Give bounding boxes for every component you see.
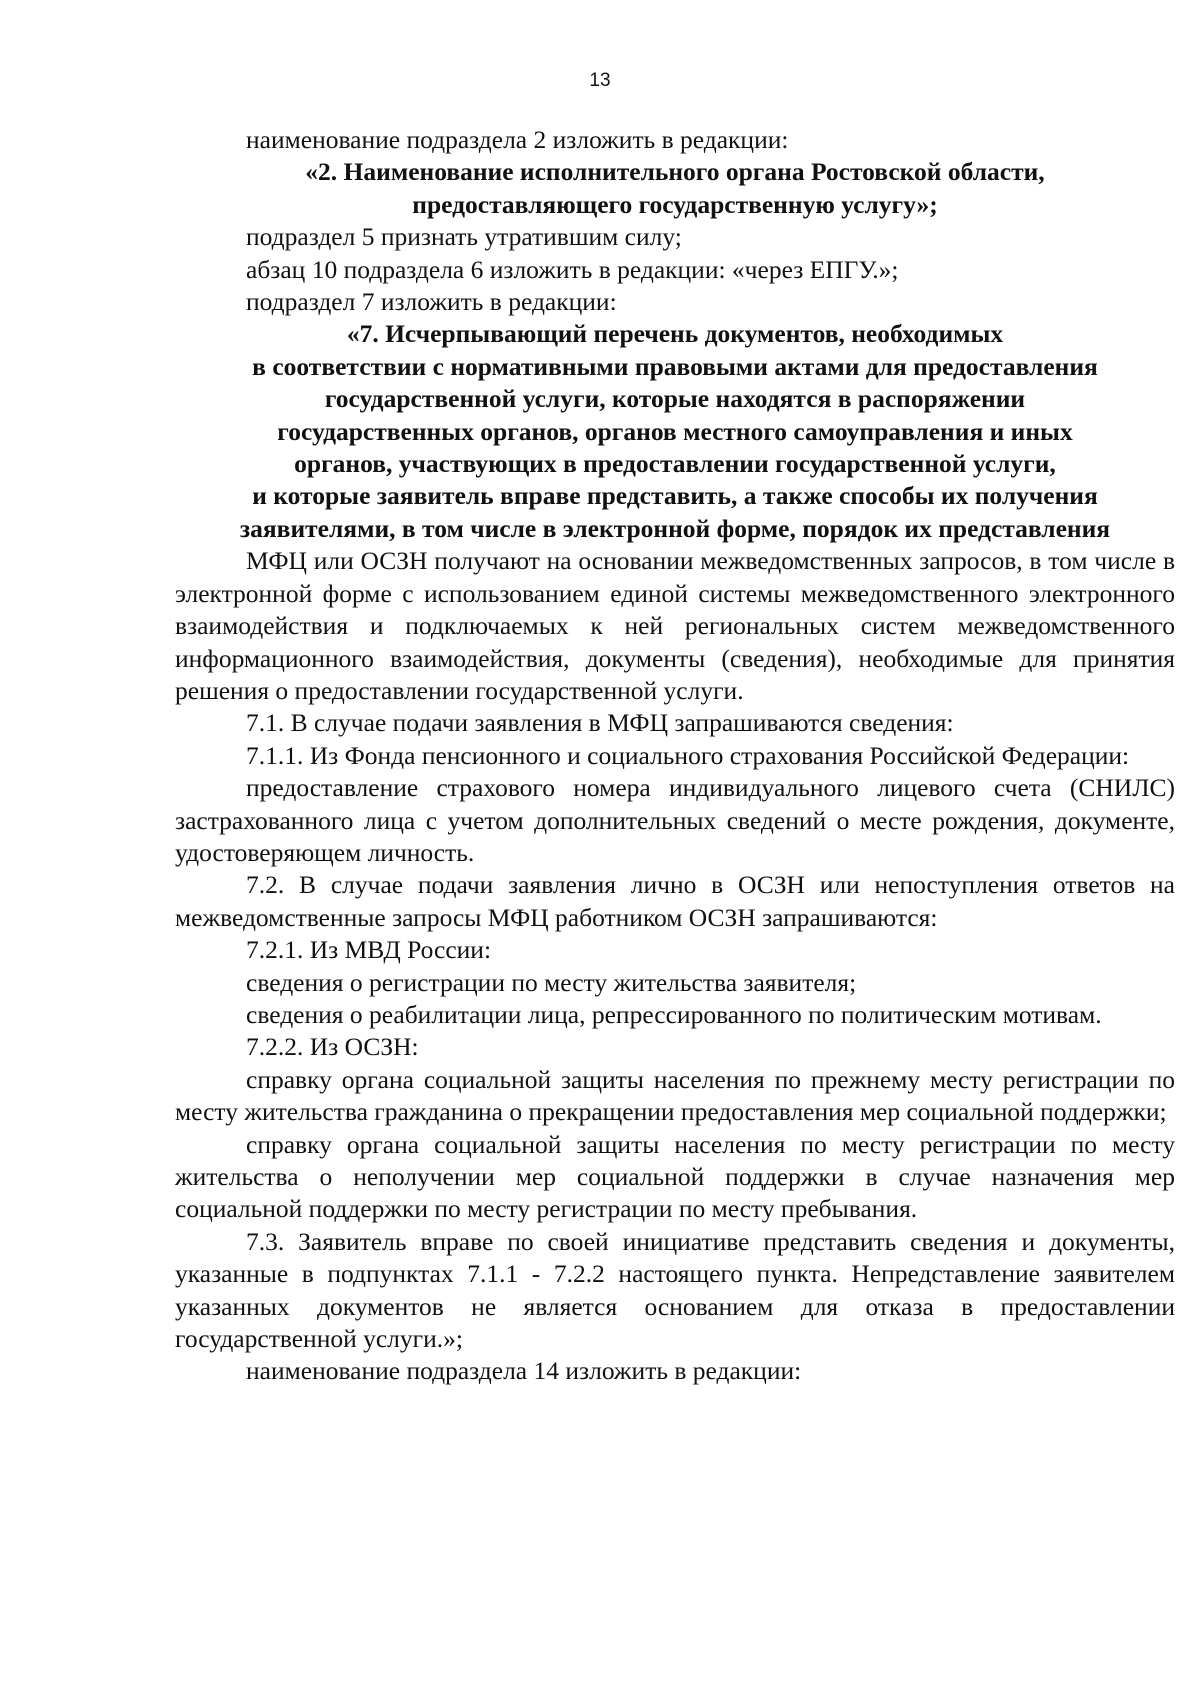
paragraph: МФЦ или ОСЗН получают на основании межведомственных запросов, в том числе в электронной форме с использованием единой системы межведомственного электронного взаимодействия и подключаемых к ней региональных систем межведомственного информационного взаимодействия, документы (сведения), необходимые для принятия решения о предоставлении государственной услуги.	[175, 546, 1175, 705]
paragraph: наименование подраздела 2 изложить в редакции:	[246, 125, 789, 154]
heading-line: государственных органов, органов местного самоуправления и иных	[277, 416, 1073, 446]
heading-line: в соответствии с нормативными правовыми актами для предоставления	[252, 351, 1098, 381]
paragraph: сведения о реабилитации лица, репрессированного по политическим мотивам.	[246, 999, 1102, 1029]
paragraph: подраздел 7 изложить в редакции:	[246, 287, 617, 317]
paragraph: 7.1.1. Из Фонда пенсионного и социального страхования Российской Федерации:	[246, 740, 1130, 770]
paragraph: 7.2.1. Из МВД России:	[246, 935, 492, 965]
paragraph: абзац 10 подраздела 6 изложить в редакции: «через ЕПГУ.»;	[246, 254, 899, 284]
paragraph: предоставление страхового номера индивидуального лицевого счета (СНИЛС) застрахованного лица с учетом дополнительных сведений о месте рождения, документе, удостоверяющем личность.	[175, 773, 1175, 867]
paragraph: подраздел 5 признать утратившим силу;	[246, 222, 682, 252]
paragraph: 7.2.2. Из ОСЗН:	[246, 1032, 419, 1062]
heading-line: заявителями, в том числе в электронной форме, порядок их представления	[239, 513, 1111, 543]
document-body	[175, 124, 1175, 1388]
paragraph: наименование подраздела 14 изложить в редакции:	[246, 1356, 802, 1386]
paragraph: 7.3. Заявитель вправе по своей инициативе представить сведения и документы, указанные в подпунктах 7.1.1 - 7.2.2 настоящего пункта. Непредставление заявителем указанных документов не является основанием для отказа в предоставлении государственной услуги.»;	[175, 1226, 1175, 1354]
paragraph: 7.2. В случае подачи заявления лично в ОСЗН или непоступления ответов на межведомственные запросы МФЦ работником ОСЗН запрашиваются:	[175, 870, 1175, 932]
heading-line: «2. Наименование исполнительного органа Ростовской области,	[305, 157, 1045, 187]
paragraph: 7.1. В случае подачи заявления в МФЦ запрашиваются сведения:	[246, 708, 954, 738]
heading-line: «7. Исчерпывающий перечень документов, необходимых	[346, 319, 1004, 349]
section-heading	[175, 318, 1175, 545]
paragraph: справку органа социальной защиты населения по прежнему месту регистрации по месту жительства гражданина о прекращении предоставления мер социальной поддержки;	[175, 1064, 1175, 1127]
section-heading	[175, 156, 1175, 221]
heading-line: государственной услуги, которые находятся в распоряжении	[324, 384, 1026, 414]
heading-line: и которые заявитель вправе представить, а также способы их получения	[252, 481, 1098, 511]
heading-line: органов, участвующих в предоставлении государственной услуги,	[294, 449, 1056, 479]
paragraph: справку органа социальной защиты населения по месту регистрации по месту жительства о неполучении мер социальной поддержки в случае назначения мер социальной поддержки по месту регистрации по месту пребывания.	[175, 1129, 1175, 1224]
heading-line: предоставляющего государственную услугу»;	[412, 189, 938, 219]
paragraph: сведения о регистрации по месту жительства заявителя;	[246, 967, 857, 997]
page-number: 13	[589, 70, 611, 91]
